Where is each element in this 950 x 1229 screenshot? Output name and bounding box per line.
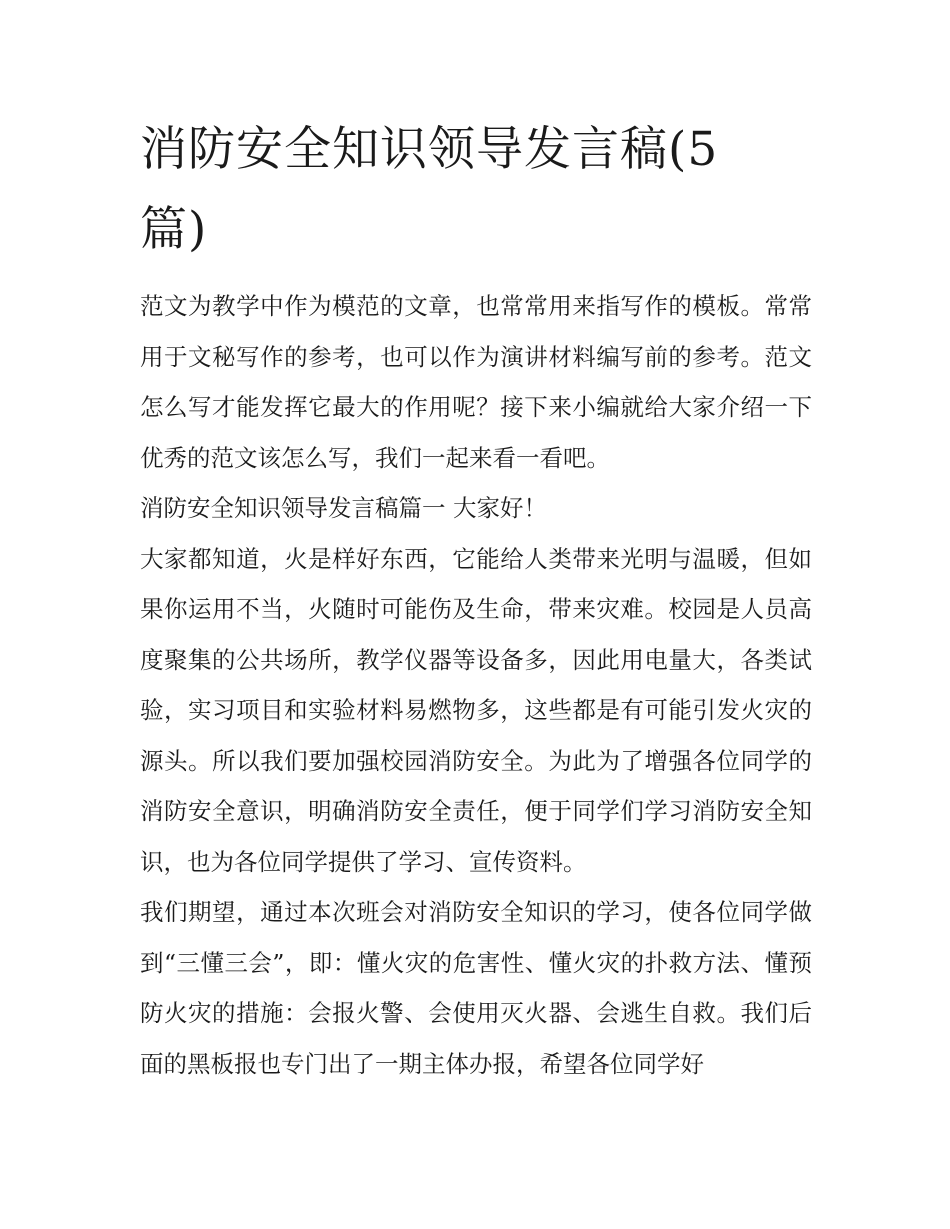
paragraph-body-1: 大家都知道，火是样好东西，它能给人类带来光明与温暖，但如果你运用不当，火随时可能伤及生命，带来灾难。校园是人员高度聚集的公共场所，教学仪器等设备多，因此用电量大，各类试验，实习项目和实验材料易燃物多，这些都是有可能引发火灾的源头。所以我们要加强校园消防安全。为此为了增强各位同学的消防安全意识，明确消防安全责任，便于同学们学习消防安全知识，也为各位同学提供了学习、宣传资料。 [140,544,812,876]
paragraph-body-2: 我们期望，通过本次班会对消防安全知识的学习，使各位同学做到“三懂三会”，即：懂火灾的危害性、懂火灾的扑救方法、懂预防火灾的措施：会报火警、会使用灭火器、会逃生自救。我们后面的黑板报也专门出了一期主体办报，希望各位同学好 [140,898,812,1078]
paragraph-greeting: 消防安全知识领导发言稿篇一 大家好！ [140,494,547,522]
paragraph-intro: 范文为教学中作为模范的文章，也常常用来指写作的模板。常常用于文秘写作的参考，也可以作为演讲材料编写前的参考。范文怎么写才能发挥它最大的作用呢？接下来小编就给大家介绍一下优秀的范文该怎么写，我们一起来看一看吧。 [140,292,812,472]
document-title: 消防安全知识领导发言稿(5篇) [140,122,719,257]
document-page [140,110,812,1089]
